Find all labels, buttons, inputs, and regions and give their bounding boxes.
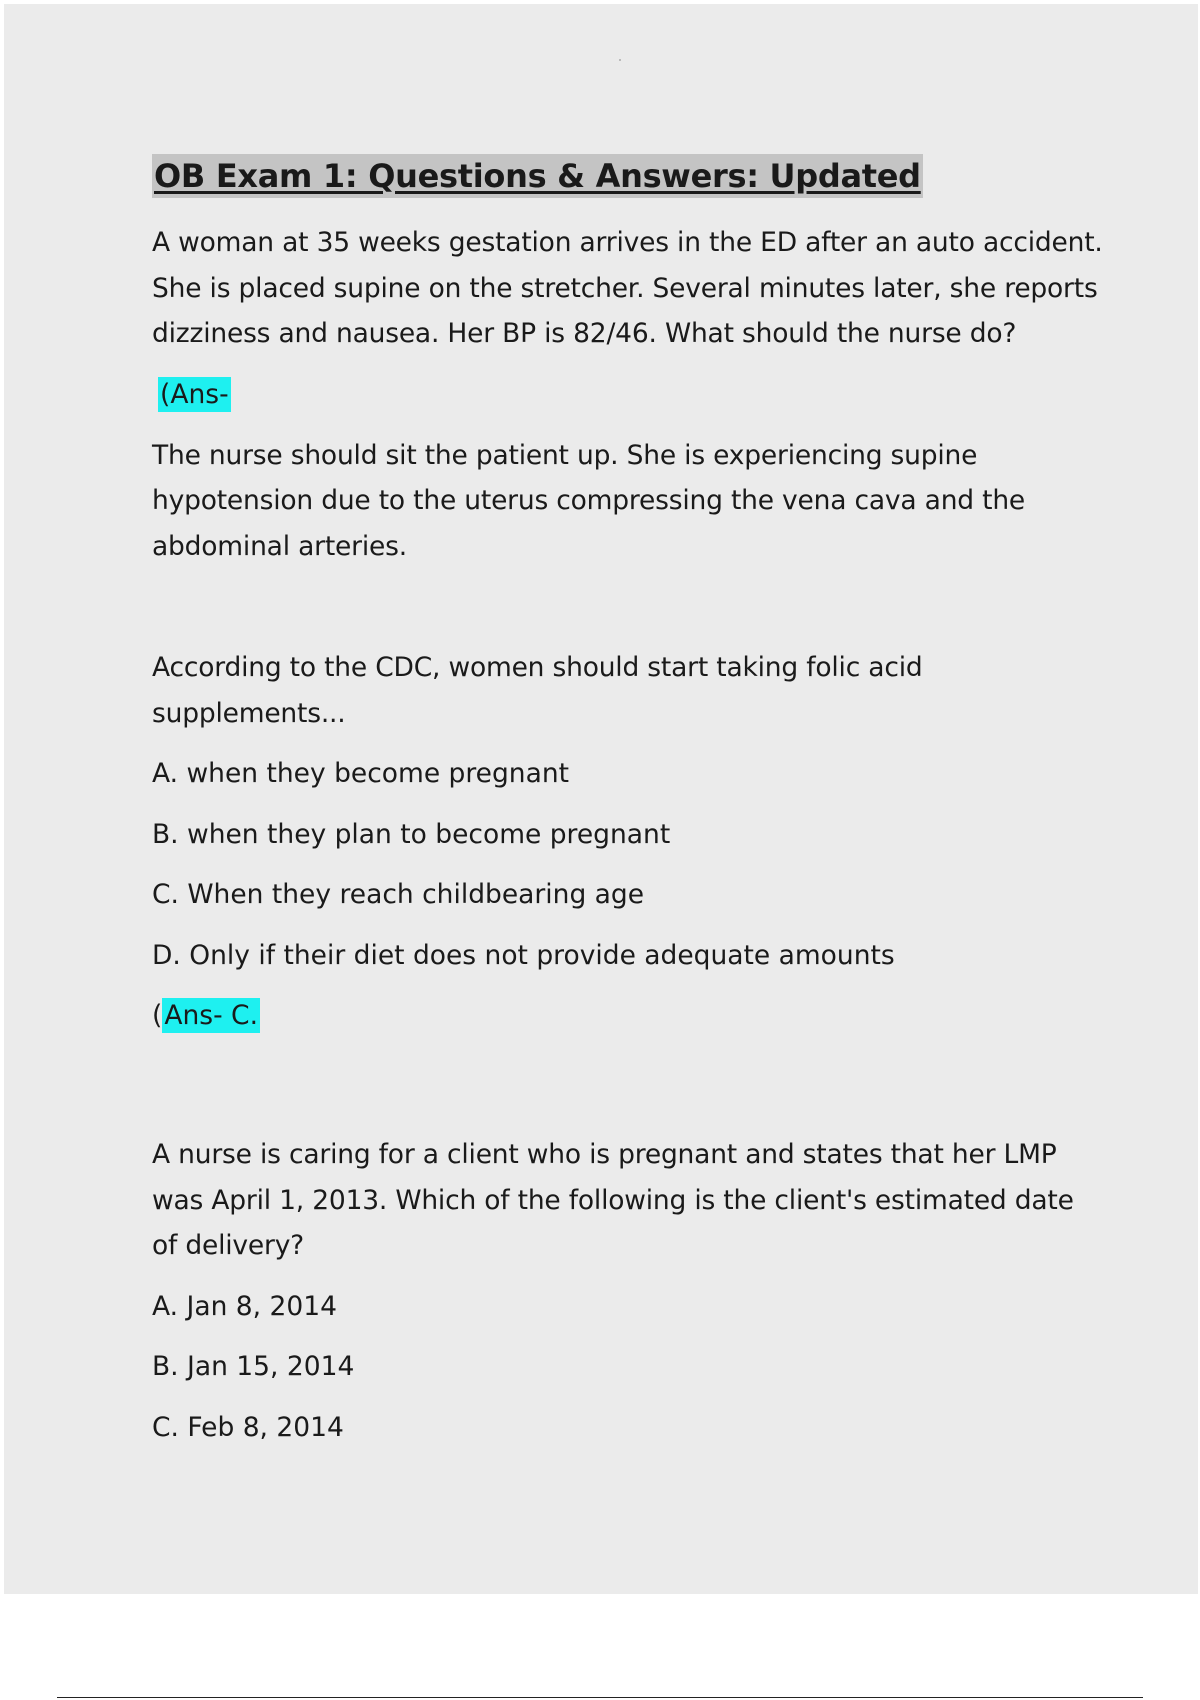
question-2-option-d: D. Only if their diet does not provide adequate amounts [152, 939, 895, 971]
question-1-answer-label [152, 374, 1112, 416]
question-1-stem [152, 220, 1112, 357]
document-content [152, 154, 1112, 1450]
question-1-answer-line: hypotension due to the uterus compressing the vena cava and the [152, 485, 1026, 516]
question-3-option-a: A. Jan 8, 2014 [152, 1290, 337, 1322]
question-3 [152, 1132, 1112, 1450]
spacer [152, 569, 1112, 645]
question-2-stem [152, 645, 1112, 736]
footer-rule [57, 1697, 1143, 1698]
title-block [152, 154, 1112, 198]
question-1 [152, 220, 1112, 569]
question-3-option-b: B. Jan 15, 2014 [152, 1351, 355, 1382]
question-1-answer [152, 433, 1112, 570]
question-1-stem-line: She is placed supine on the stretcher. Several minutes later, she reports [152, 272, 1098, 304]
scan-speck [619, 59, 621, 61]
question-3-stem-line: A nurse is caring for a client who is pregnant and states that her LMP [152, 1139, 1057, 1170]
question-2-stem-line: supplements... [152, 697, 346, 729]
answer-highlight: (Ans- [160, 378, 229, 410]
question-1-stem-line: A woman at 35 weeks gestation arrives in the ED after an auto accident. [152, 227, 1103, 258]
answer-highlight: Ans- C. [164, 1000, 258, 1031]
question-2-option-b: B. when they plan to become pregnant [152, 818, 671, 850]
document-page [4, 4, 1198, 1594]
answer-paren: ( [152, 1000, 163, 1031]
question-2-option-c: C. When they reach childbearing age [152, 879, 645, 910]
document-title: OB Exam 1: Questions & Answers: Updated [152, 154, 923, 198]
question-3-option-c: C. Feb 8, 2014 [152, 1411, 344, 1443]
question-1-answer-line: abdominal arteries. [152, 530, 407, 562]
question-3-stem-line: was April 1, 2013. Which of the following is the client's estimated date [152, 1184, 1074, 1216]
question-1-answer-line: The nurse should sit the patient up. She is experiencing supine [152, 439, 978, 471]
question-2-answer-label [152, 995, 1112, 1037]
question-2 [152, 645, 1112, 1037]
spacer [152, 1054, 1112, 1132]
question-1-stem-line: dizziness and nausea. Her BP is 82/46. What should the nurse do? [152, 318, 1017, 349]
question-2-option-a: A. when they become pregnant [152, 758, 570, 789]
question-2-stem-line: According to the CDC, women should start taking folic acid [152, 652, 923, 683]
question-3-stem [152, 1132, 1112, 1269]
question-3-stem-line: of delivery? [152, 1230, 305, 1261]
